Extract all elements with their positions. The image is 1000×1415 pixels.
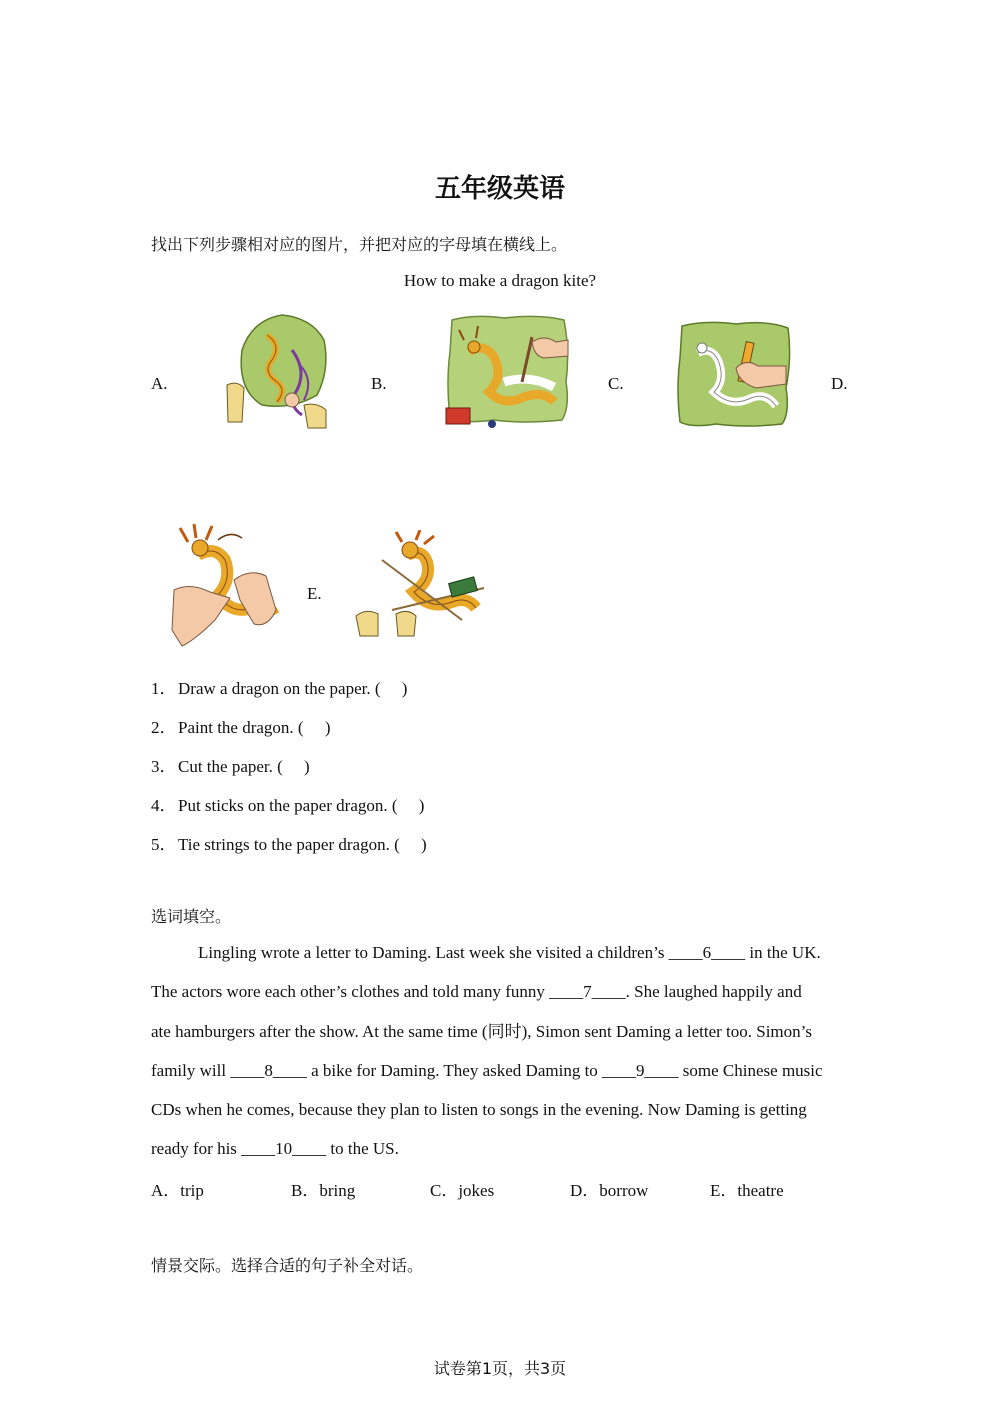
question-2: 2．Paint the dragon. ( )	[151, 718, 331, 737]
question-3: 3．Cut the paper. ( )	[151, 757, 310, 776]
option-c: C．jokes	[430, 1181, 495, 1200]
question-5: 5．Tie strings to the paper dragon. ( )	[151, 835, 427, 854]
section2-instruction: 选词填空。	[151, 907, 232, 926]
passage-line: Lingling wrote a letter to Daming. Last week she visited a children’s ____6____ in the UK.	[198, 943, 821, 962]
label-d: D.	[831, 374, 848, 393]
passage-line: The actors wore each other’s clothes and told many funny ____7____. She laughed happily and	[151, 982, 802, 1002]
page-title: 五年级英语	[434, 174, 565, 204]
passage-line: family will ____8____ a bike for Daming. They asked Daming to ____9____ some Chinese music	[151, 1060, 823, 1080]
label-b: B.	[371, 374, 387, 393]
option-d: D．borrow	[570, 1181, 649, 1200]
question-4: 4．Put sticks on the paper dragon. ( )	[151, 796, 425, 815]
label-c: C.	[608, 374, 624, 393]
question-1: 1．Draw a dragon on the paper. ( )	[151, 679, 408, 698]
option-a: A．trip	[151, 1181, 204, 1200]
paint-dragon-illustration	[444, 312, 574, 430]
put-sticks-illustration	[352, 530, 490, 638]
cloze-passage	[151, 933, 851, 1169]
draw-dragon-illustration	[676, 318, 794, 430]
section3-instruction: 情景交际。选择合适的句子补全对话。	[151, 1256, 424, 1275]
passage-line: ate hamburgers after the show. At the same time (同时), Simon sent Daming a letter too. Simon’s	[151, 1021, 812, 1041]
option-e: E．theatre	[710, 1181, 784, 1200]
section1-instruction: 找出下列步骤相对应的图片，并把对应的字母填在横线上。	[151, 235, 568, 254]
kite-subtitle: How to make a dragon kite?	[403, 271, 597, 290]
page-footer: 试卷第1页，共3页	[433, 1359, 567, 1378]
cut-paper-illustration	[170, 520, 282, 648]
passage-line: CDs when he comes, because they plan to listen to songs in the evening. Now Daming is getting	[151, 1100, 807, 1120]
option-b: B．bring	[291, 1181, 356, 1200]
tie-string-illustration	[222, 310, 334, 430]
label-a: A.	[151, 374, 168, 393]
label-e: E.	[307, 584, 322, 603]
passage-line: ready for his ____10____ to the US.	[151, 1139, 399, 1159]
